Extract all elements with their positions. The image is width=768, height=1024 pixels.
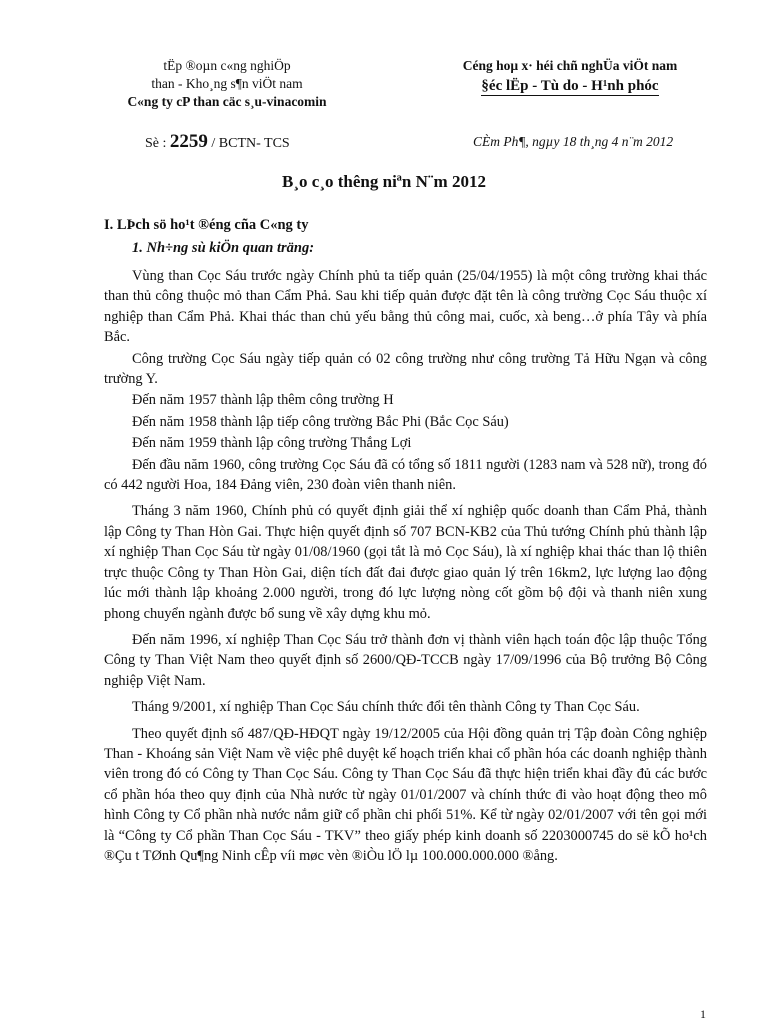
country-name: Céng hoµ x· héi chñ nghÜa viÖt nam <box>462 58 678 73</box>
reference-prefix: Sè : <box>145 136 167 151</box>
parent-group-subname: than - Kho¸ng s¶n viÖt nam <box>151 76 303 91</box>
reference-number: 2259 <box>169 131 208 152</box>
paragraph: Đến đầu năm 1960, công trường Cọc Sáu đã có tổng số 1811 người (1283 nam và 528 nữ), trong đó có 442 người Hoa, 184 Đảng viên, 230 đoàn viên thanh niên. <box>104 456 707 494</box>
paragraph: Đến năm 1957 thành lập thêm công trường H <box>132 392 394 409</box>
place-and-date: CÈm Ph¶, ngµy 18 th¸ng 4 n¨m 2012 <box>473 134 674 149</box>
national-motto: §éc lËp - Tù do - H¹nh phóc <box>481 78 659 94</box>
paragraph: Đến năm 1996, xí nghiệp Than Cọc Sáu trở thành đơn vị thành viên hạch toán độc lập thuộc Tổng Công ty Than Việt Nam theo quyết định số 2600/QĐ-TCCB ngày 17/09/1996 của Bộ trưởng Bộ Công nghiệp Việt Nam. <box>104 631 707 689</box>
section-heading: I. LÞch sö ho¹t ®éng cña C«ng ty <box>104 217 309 233</box>
paragraph: Công trường Cọc Sáu ngày tiếp quản có 02 công trường như công trường Tả Hữu Ngạn và công trường Y. <box>104 350 707 388</box>
reference-number-line <box>145 131 290 153</box>
paragraph: Đến năm 1958 thành lập tiếp công trường Bắc Phi (Bắc Cọc Sáu) <box>132 413 509 430</box>
body-text <box>104 266 707 867</box>
paragraph: Tháng 3 năm 1960, Chính phủ có quyết định giải thể xí nghiệp quốc doanh than Cẩm Phả, thành lập Công ty Than Hòn Gai. Thực hiện quyết định số 707 BCN-KB2 của Thủ tướng Chính phủ thành lập xí nghiệp Than Cọc Sáu từ ngày 01/08/1960 (gọi tắt là mỏ Cọc Sáu), là xí nghiệp khai thác than lộ thiên trực thuộc Công ty Than Hòn Gai, diện tích đất đai được giao quản lý trên 16km2, lực lượng lao động lúc mới thành lập khoảng 2.000 người, trong đó lực lượng nòng cốt gồm bộ đội và thanh niên xung phong chuyển ngành được bổ sung về xây dựng khu mỏ. <box>104 503 707 622</box>
paragraph: Đến năm 1959 thành lập công trường Thắng Lợi <box>132 435 412 452</box>
parent-group-name: tËp ®oµn c«ng nghiÖp <box>163 58 291 73</box>
company-name: C«ng ty cP than cäc s¸u-vinacomin <box>127 94 327 109</box>
paragraph: Theo quyết định số 487/QĐ-HĐQT ngày 19/12/2005 của Hội đồng quản trị Tập đoàn Công nghiệp Than - Khoáng sản Việt Nam về việc phê duyệt kế hoạch triển khai cổ phần hóa các doanh nghiệp thành viên trong đó có Công ty Than Cọc Sáu. Công ty Than Cọc Sáu đã thực hiện triển khai đầy đủ các bước cổ phần hóa theo quy định của Nhà nước từ ngày 01/01/2007 và chính thức đi vào hoạt động theo mô hình Công ty Cổ phần nhà nước nắm giữ cổ phần chi phối 51%. Kể từ ngày 02/01/2007 với tên gọi mới là “Công ty Cổ phần Than Cọc Sáu - TKV” theo giấy phép kinh doanh số 2203000745 do së kÕ ho¹ch ®Çu t TØnh Qu¶ng Ninh cÊp víi møc vèn ®iÒu lÖ lµ 100.000.000.000 ®ång. <box>104 725 707 864</box>
reference-suffix: / BCTN- TCS <box>211 136 290 151</box>
document-title: B¸o c¸o thêng niªn N¨m 2012 <box>282 172 486 191</box>
page-number: 1 <box>700 1007 706 1021</box>
paragraph: Vùng than Cọc Sáu trước ngày Chính phủ ta tiếp quản (25/04/1955) là một công trường khai thác than thủ công thuộc mỏ than Cẩm Phả. Sau khi tiếp quản được đặt tên là công trường Cọc Sáu thuộc xí nghiệp than Cẩm Phả. Khai thác than chủ yếu bằng thủ công mai, cuốc, xà beng…ở phía Tây và phía Bắc. <box>104 268 707 346</box>
national-header-block <box>420 57 720 97</box>
subsection-heading: 1. Nh÷ng sù kiÖn quan träng: <box>132 240 315 256</box>
paragraph: Tháng 9/2001, xí nghiệp Than Cọc Sáu chính thức đổi tên thành Công ty Than Cọc Sáu. <box>132 699 640 716</box>
issuing-organization-block <box>92 57 362 111</box>
